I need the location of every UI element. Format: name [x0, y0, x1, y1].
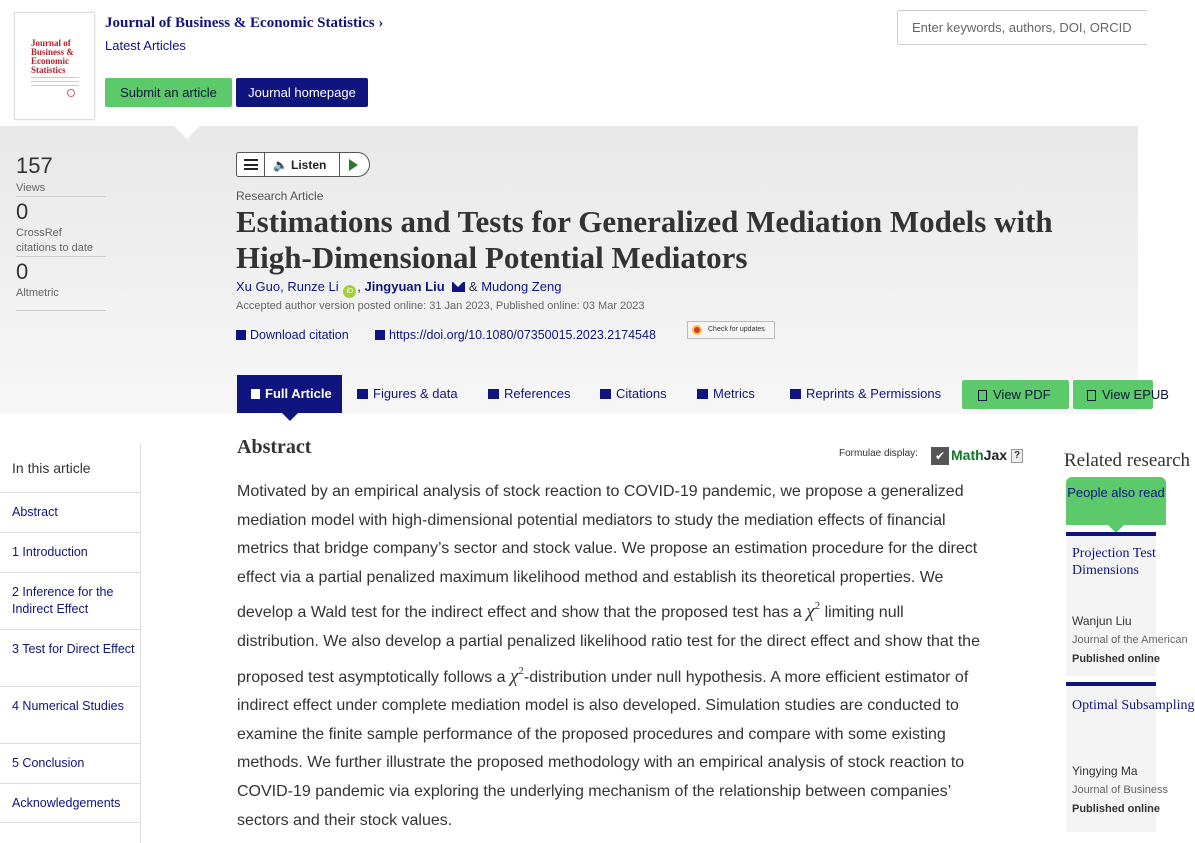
related-article-journal: Journal of the American: [1072, 634, 1188, 646]
book-icon: [488, 389, 499, 399]
listen-button[interactable]: Listen: [291, 158, 327, 172]
view-pdf-button[interactable]: View PDF: [962, 380, 1069, 409]
listen-widget: [236, 152, 370, 177]
metric-divider: [16, 196, 106, 197]
epub-icon: [1087, 390, 1096, 401]
check-for-updates-button[interactable]: Check for updates: [687, 321, 775, 339]
checkmark-icon: ✔: [931, 447, 949, 465]
toc-item-numerical[interactable]: 4 Numerical Studies: [0, 686, 140, 743]
search-input[interactable]: Enter keywords, authors, DOI, ORCID: [897, 10, 1147, 45]
crossmark-icon: [692, 325, 702, 335]
toc-heading: In this article: [12, 460, 91, 476]
journal-homepage-button[interactable]: Journal homepage: [236, 78, 368, 107]
tab-full-article[interactable]: Full Article: [237, 375, 342, 413]
related-research-heading: Related research: [1064, 450, 1191, 471]
author-link[interactable]: Mudong Zeng: [481, 279, 562, 294]
tab-people-also-read[interactable]: People also read: [1066, 477, 1166, 525]
altmetric-label: Altmetric: [16, 287, 59, 299]
mathjax-toggle[interactable]: ✔ MathJax ?: [931, 447, 1023, 465]
formulae-display-label: Formulae display:: [839, 448, 918, 459]
related-article-title[interactable]: Projection Test Dimensions: [1072, 546, 1156, 578]
chi-squared-symbol: $\chi^2$: [510, 664, 524, 687]
toc-item-introduction[interactable]: 1 Introduction: [0, 532, 140, 572]
metric-divider: [16, 256, 106, 257]
author-list: Xu Guo, Runze Li iD , Jingyuan Liu & Mudong Zeng: [236, 279, 561, 298]
crossref-count: 0: [16, 199, 29, 224]
abstract-heading: Abstract: [237, 436, 312, 458]
article-type: Research Article: [236, 189, 324, 203]
download-citation-link[interactable]: Download citation: [236, 328, 349, 342]
play-icon[interactable]: [349, 159, 358, 171]
external-link-icon: [375, 330, 385, 340]
related-article-published: Published online: [1072, 803, 1161, 815]
altmetric-count: 0: [16, 259, 29, 284]
quote-icon: [600, 389, 611, 399]
related-article-author: Yingying Ma: [1072, 764, 1138, 778]
site-header: [0, 0, 1138, 126]
author-link[interactable]: Xu Guo: [236, 279, 281, 294]
toc-item-abstract[interactable]: Abstract: [0, 492, 140, 532]
view-epub-button[interactable]: View EPUB: [1073, 380, 1153, 409]
bar-chart-icon: [697, 389, 708, 399]
chi-squared-symbol: $\chi^2$: [806, 600, 821, 623]
related-article-published: Published online: [1072, 653, 1161, 665]
quote-icon: [236, 330, 246, 340]
submit-article-button[interactable]: Submit an article: [105, 78, 232, 107]
toc-item-test-direct[interactable]: 3 Test for Direct Effect: [0, 629, 140, 686]
metric-divider: [16, 310, 106, 311]
latest-articles-link[interactable]: Latest Articles: [105, 38, 186, 53]
crossref-label: CrossRef citations to date: [16, 227, 94, 254]
tab-figures-data[interactable]: Figures & data: [357, 375, 458, 413]
help-icon[interactable]: ?: [1011, 449, 1023, 463]
envelope-icon[interactable]: [452, 282, 465, 292]
tab-reprints-permissions[interactable]: Reprints & Permissions: [790, 375, 941, 413]
author-link[interactable]: Jingyuan Liu: [364, 279, 445, 294]
tab-metrics[interactable]: Metrics: [697, 375, 755, 413]
tab-citations[interactable]: Citations: [600, 375, 667, 413]
image-icon: [357, 389, 368, 399]
journal-cover-image[interactable]: [14, 12, 95, 120]
chevron-right-icon: ›: [378, 15, 384, 31]
author-link[interactable]: Runze Li: [287, 279, 339, 294]
toc-item-acknowledgements[interactable]: Acknowledgements: [0, 783, 140, 823]
views-count: 157: [16, 153, 53, 178]
abstract-text: Motivated by an empirical analysis of stock reaction to COVID-19 pandemic, we propose a generalized mediation model with high-dimensional potential mediators to study the mediation effects of financial metrics that bridge company’s sector and stock value. We propose an estimation procedure for the direct effect via a partial penalized maximum likelihood method and establish its theoretical properties. We develop a Wald test for the indirect effect and show that the proposed test has a $\chi^2$ limiting null distribution. We also develop a partial penalized likelihood ratio test for the direct effect and show that the proposed test asymptotically follows a $\chi^2$-distribution under null hypothesis. A more efficient estimator of indirect effect under complete mediation model is also developed. Simulation studies are conducted to examine the finite sample performance of the proposed procedures and compare with some existing methods. We further illustrate the proposed methodology with an empirical analysis of stock reaction to COVID-19 pandemic via exploring the underlying mechanism of the relationship between companies’ sectors and their stock values.: [237, 483, 980, 829]
document-icon: [251, 389, 260, 399]
orcid-icon[interactable]: iD: [343, 285, 356, 298]
cover-seal-icon: [67, 89, 75, 97]
related-article-title[interactable]: Optimal Subsampling: [1072, 698, 1195, 713]
toc-item-inference[interactable]: 2 Inference for the Indirect Effect: [0, 572, 140, 629]
printer-icon: [790, 389, 801, 399]
views-label: Views: [16, 182, 46, 194]
speaker-icon: 🔈: [273, 158, 288, 172]
toc-item-conclusion[interactable]: 5 Conclusion: [0, 743, 140, 783]
related-article-author: Wanjun Liu: [1072, 614, 1132, 628]
tab-references[interactable]: References: [488, 375, 570, 413]
listen-menu-button[interactable]: [237, 153, 265, 176]
article-title: Estimations and Tests for Generalized Mediation Models with High-Dimensional Potential Mediators: [236, 204, 1053, 275]
doi-link[interactable]: https://doi.org/10.1080/07350015.2023.2174548: [375, 328, 656, 342]
pdf-icon: [978, 390, 987, 401]
related-article-journal: Journal of Business: [1072, 784, 1168, 796]
journal-name-link[interactable]: Journal of Business & Economic Statistics ›: [105, 15, 384, 31]
cover-decoration: [31, 77, 79, 89]
header-notch: [173, 125, 201, 139]
publication-dates: Accepted author version posted online: 31 Jan 2023, Published online: 03 Mar 2023: [236, 300, 645, 312]
cover-title: Journal of Business & Economic Statistics: [31, 38, 74, 75]
